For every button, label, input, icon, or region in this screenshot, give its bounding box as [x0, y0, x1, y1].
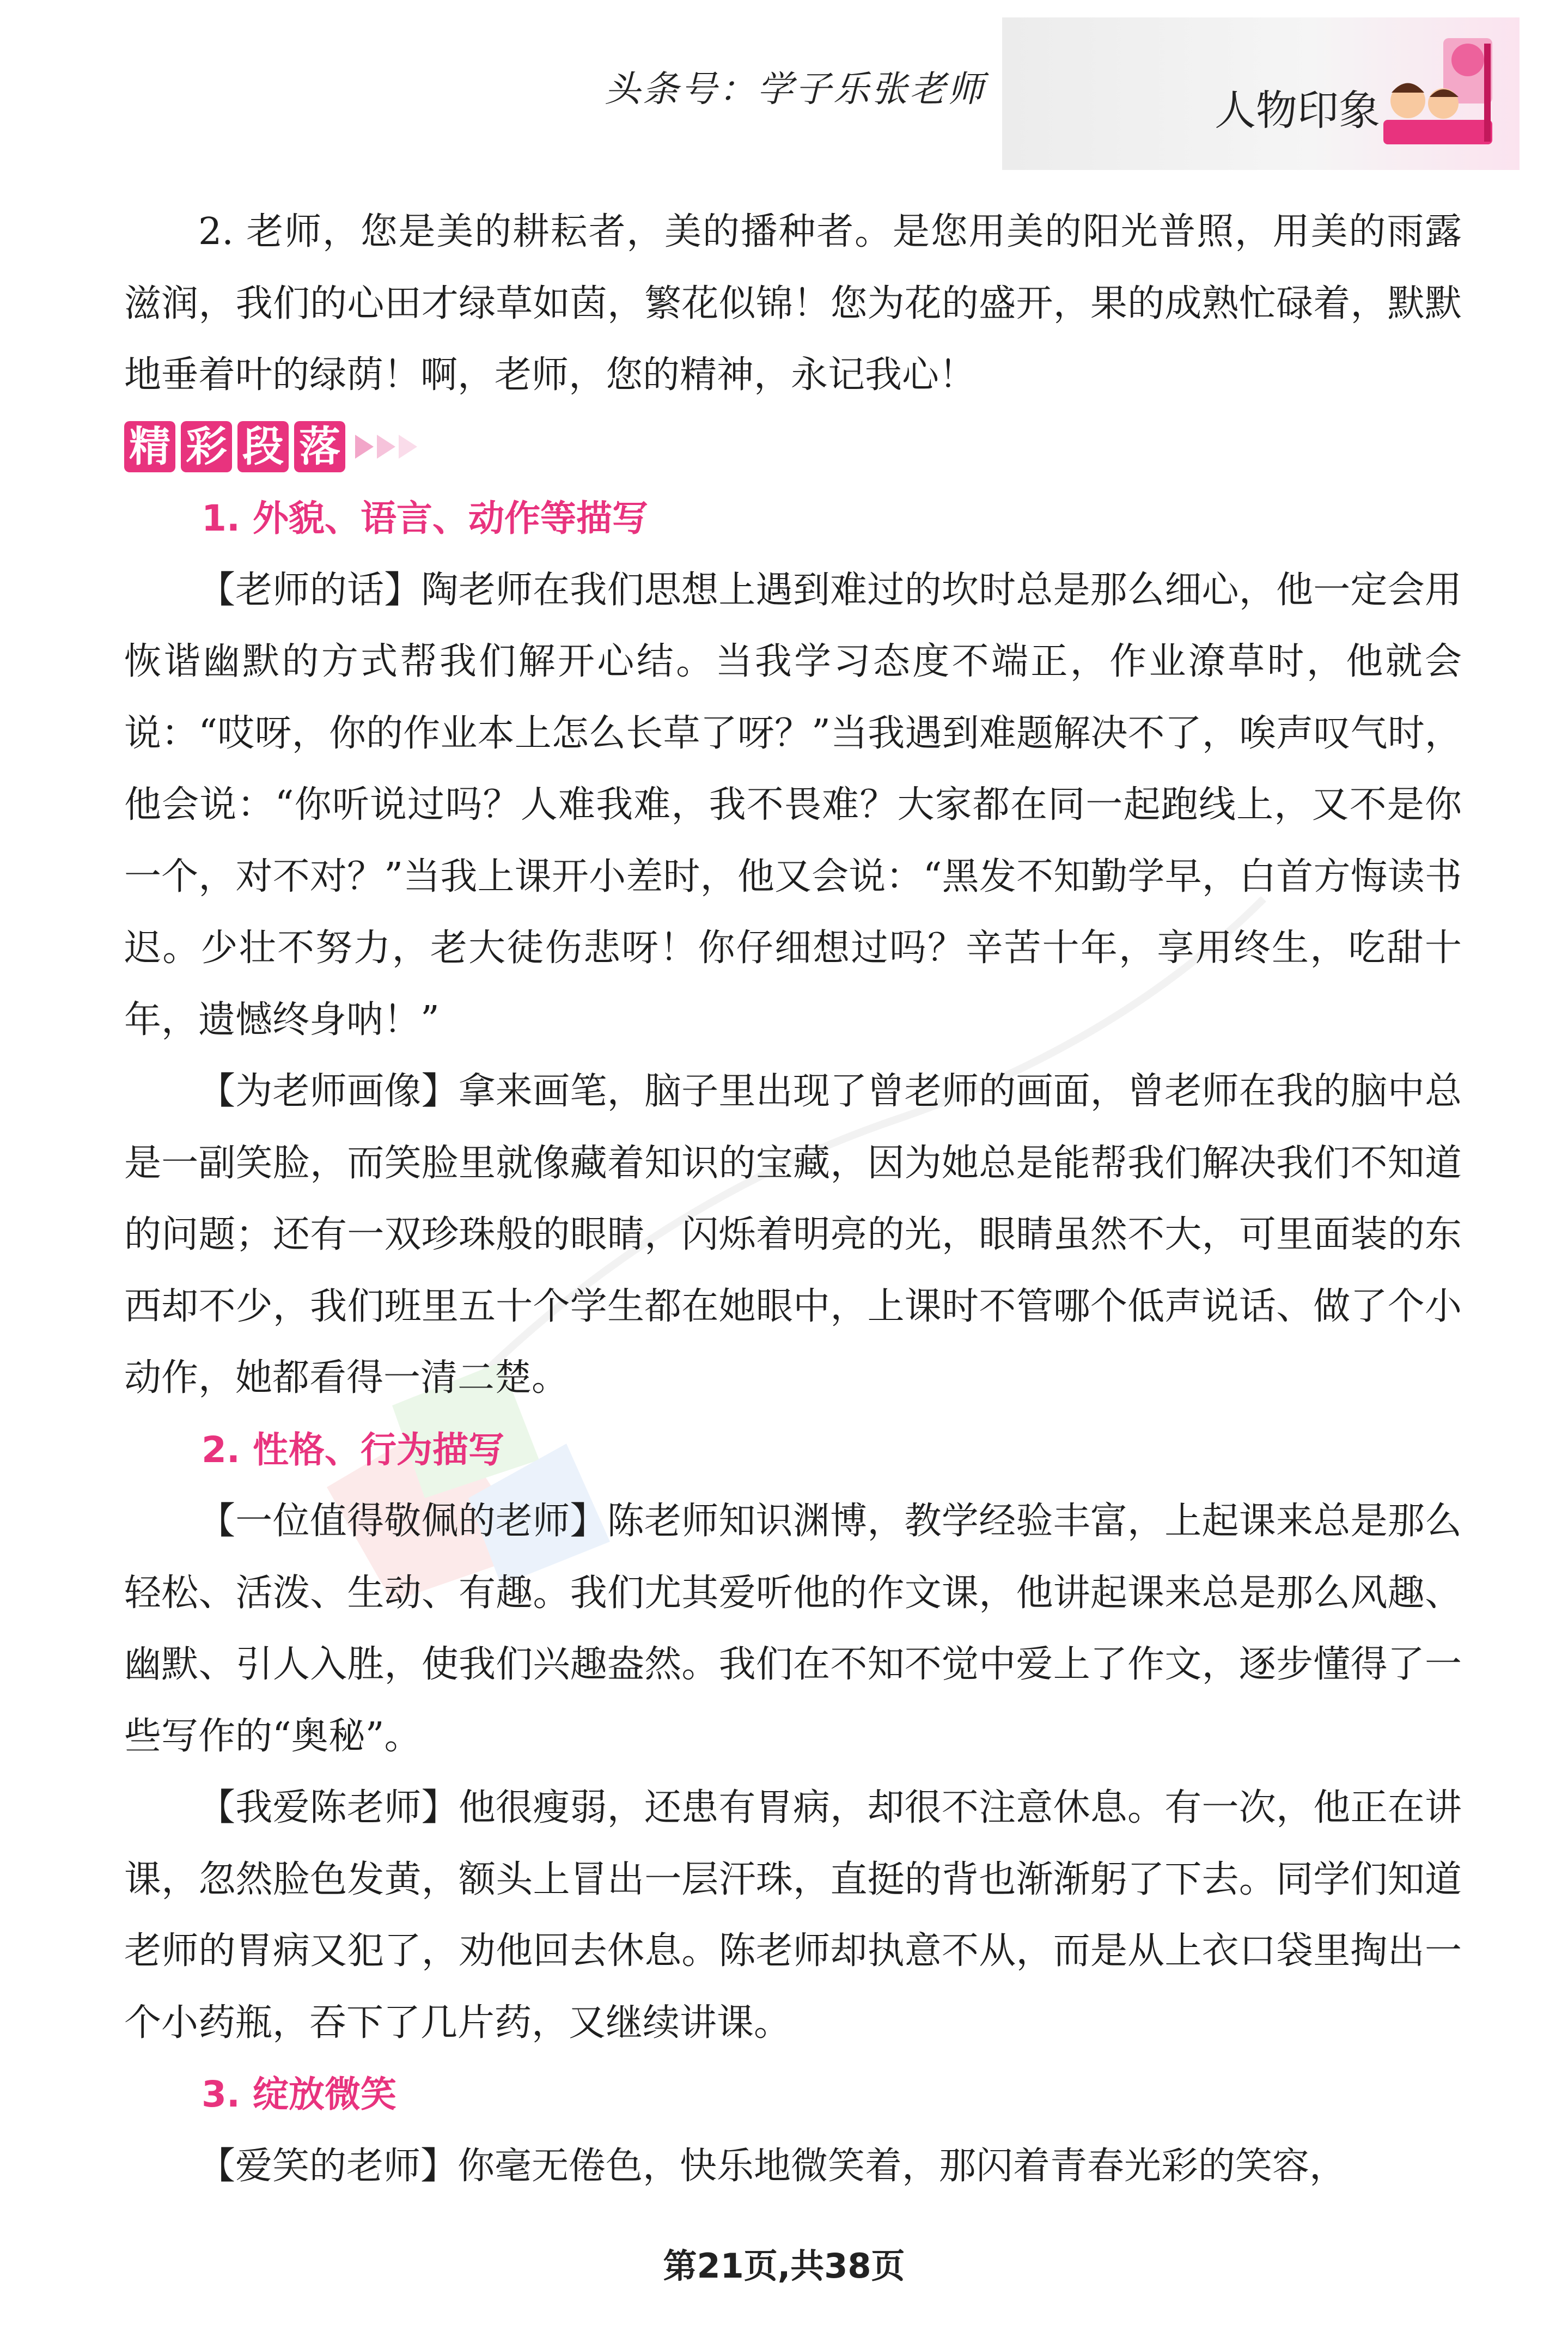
- header-badge: [1002, 17, 1520, 170]
- section-char: 段: [237, 421, 289, 472]
- subhead-smile: 3. 绽放微笑: [202, 2073, 396, 2115]
- paragraph-teacher-words: 【老师的话】陶老师在我们思想上遇到难过的坎时总是那么细心，他一定会用恢谐幽默的方式帮我们解开心结。当我学习态度不端正，作业潦草时，他就会说：“哎呀，你的作业本上怎么长草了呀？”当我遇到难题解决不了，唉声叹气时，他会说：“你听说过吗？人难我难，我不畏难？大家都在同一起跑线上，又不是你一个，对不对？”当我上课开小差时，他又会说：“黑发不知勤学早，白首方悔读书迟。少壮不努力，老大徒伤悲呀！你仔细想过吗？辛苦十年，享用终生，吃甜十年，遗憾终身呐！”: [124, 568, 1462, 1042]
- page-header: [0, 0, 1568, 180]
- header-source: 头条号：学子乐张老师: [605, 68, 986, 110]
- header-badge-label: 人物印象: [1215, 86, 1380, 135]
- subhead-appearance: 1. 外貌、语言、动作等描写: [202, 497, 648, 539]
- main-content: [124, 196, 1462, 2202]
- paragraph-admirable-teacher: 【一位值得敬佩的老师】陈老师知识渊博，教学经验丰富，上起课来总是那么轻松、活泼、生动、有趣。我们尤其爱听他的作文课，他讲起课来总是那么风趣、幽默、引人入胜，使我们兴趣盎然。我们在不知不觉中爱上了作文，逐步懂得了一些写作的“奥秘”。: [124, 1500, 1462, 1758]
- page-footer: 第21页,共38页: [663, 2246, 905, 2286]
- section-char: 精: [124, 421, 175, 472]
- paragraph-love-teacher-chen: 【我爱陈老师】他很瘦弱，还患有胃病，却很不注意休息。有一次，他正在讲课，忽然脸色发黄，额头上冒出一层汗珠，直挺的背也渐渐躬了下去。同学们知道老师的胃病又犯了，劝他回去休息。陈老师却执意不从，而是从上衣口袋里掏出一个小药瓶，吞下了几片药，又继续讲课。: [124, 1786, 1462, 2044]
- paragraph-smiling-teacher: 【爱笑的老师】你毫无倦色，快乐地微笑着，那闪着青春光彩的笑容，: [198, 2144, 1347, 2188]
- arrow-decoration-icon: [355, 435, 417, 459]
- section-char: 落: [294, 421, 345, 472]
- section-char: 彩: [181, 421, 232, 472]
- intro-paragraph: 2. 老师，您是美的耕耘者，美的播种者。是您用美的阳光普照，用美的雨露滋润，我们的心田才绿草如茵，繁花似锦！您为花的盛开，果的成熟忙碌着，默默地垂着叶的绿荫！啊，老师，您的精神，永记我心！: [124, 210, 1462, 397]
- children-reading-icon: [1362, 27, 1503, 163]
- section-title-highlights: [124, 411, 1462, 483]
- subhead-personality: 2. 性格、行为描写: [202, 1428, 504, 1471]
- paragraph-teacher-portrait: 【为老师画像】拿来画笔，脑子里出现了曾老师的画面，曾老师在我的脑中总是一副笑脸，而笑脸里就像藏着知识的宝藏，因为她总是能帮我们解决我们不知道的问题；还有一双珍珠般的眼睛，闪烁着明亮的光，眼睛虽然不大，可里面装的东西却不少，我们班里五十个学生都在她眼中，上课时不管哪个低声说话、做了个小动作，她都看得一清二楚。: [124, 1070, 1462, 1399]
